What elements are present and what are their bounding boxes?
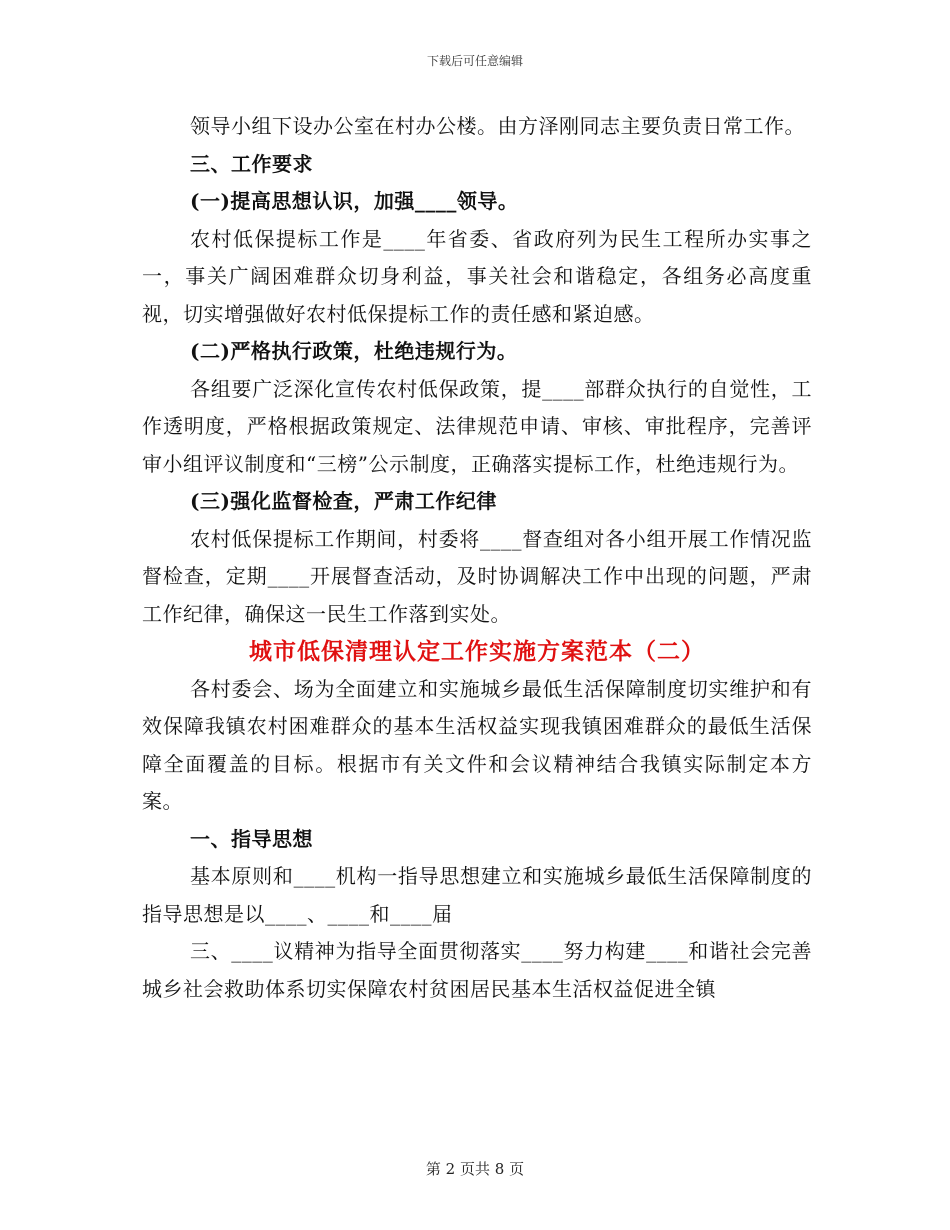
- paragraph-intro: 各村委会、场为全面建立和实施城乡最低生活保障制度切实维护和有效保障我镇农村困难群众的基本生活权益实现我镇困难群众的最低生活保障全面覆盖的目标。根据市有关文件和会议精神结合我镇实际制定本方案。: [142, 676, 812, 813]
- paragraph-office-setup: 领导小组下设办公室在村办公楼。由方泽刚同志主要负责日常工作。: [190, 114, 805, 138]
- subheading-enforce-policy: (二)严格执行政策，杜绝违规行为。: [190, 339, 518, 363]
- paragraph-enforce-policy: 各组要广泛深化宣传农村低保政策，提____部群众执行的自觉性，工作透明度，严格根据政策规定、法律规范申请、审核、审批程序，完善评审小组评议制度和“三榜”公示制度，正确落实提标工作，杜绝违规行为。: [142, 376, 812, 476]
- section-title: 城市低保清理认定工作实施方案范本（二）: [249, 638, 705, 665]
- document-body: [142, 108, 812, 1008]
- heading-work-requirements: 三、工作要求: [190, 151, 313, 176]
- page-footer: 第 2 页共 8 页: [425, 1160, 525, 1178]
- paragraph-guiding-ideology: 基本原则和____机构一指导思想建立和实施城乡最低生活保障制度的指导思想是以____、____和____届: [142, 864, 812, 926]
- subheading-supervision: (三)强化监督检查，严肃工作纪律: [190, 489, 497, 513]
- heading-guiding-ideology: 一、指导思想: [190, 826, 313, 851]
- page-header: 下载后可任意编辑: [426, 54, 523, 68]
- paragraph-raise-awareness: 农村低保提标工作是____年省委、省政府列为民生工程所办实事之一，事关广阔困难群众切身利益，事关社会和谐稳定，各组务必高度重视，切实增强做好农村低保提标工作的责任感和紧迫感。: [142, 226, 812, 326]
- paragraph-continuation: 三、____议精神为指导全面贯彻落实____努力构建____和谐社会完善城乡社会救助体系切实保障农村贫困居民基本生活权益促进全镇: [142, 939, 812, 1001]
- subheading-raise-awareness: (一)提高思想认识，加强____领导。: [190, 189, 519, 213]
- paragraph-supervision: 农村低保提标工作期间，村委将____督查组对各小组开展工作情况监督检查，定期____开展督查活动，及时协调解决工作中出现的问题，严肃工作纪律，确保这一民生工作落到实处。: [142, 526, 812, 626]
